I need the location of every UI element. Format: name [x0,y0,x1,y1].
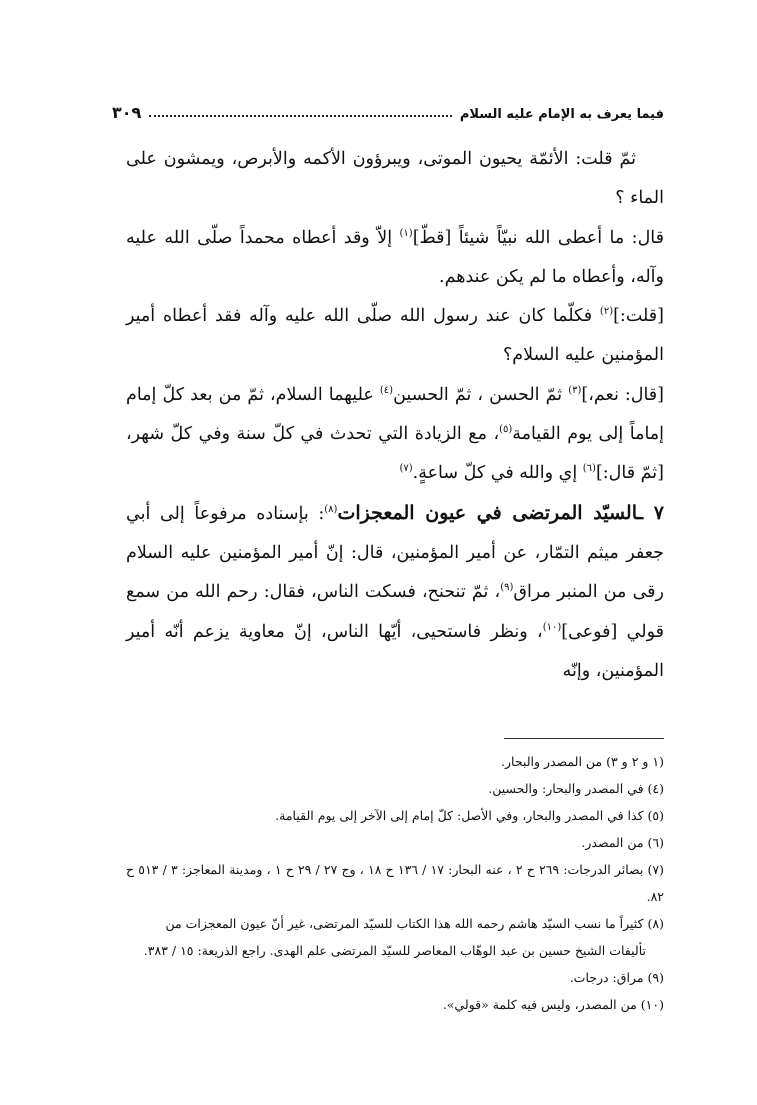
footnote [126,856,664,910]
paragraph-text: [قال: نعم،] [581,384,665,405]
paragraph-text: ، مع الزيادة التي تحدث في كلّ سنة وفي كلّ شهر، [ثمّ قال:] [126,424,664,484]
page-header [112,96,664,122]
paragraph-text: إي والله في كلّ ساعةٍ. [412,463,583,484]
footnote [126,964,664,991]
footnote-ref: (٧) [399,463,413,475]
paragraph-text: فكلّما كان عند رسول الله صلّى الله عليه وآله فقد أعطاه أمير المؤمنين عليه السلام؟ [126,306,664,366]
footnote-ref: (١) [399,227,413,239]
footnote-ref: (١٠) [542,621,562,633]
main-text [126,140,664,691]
footnote-ref: (٥) [499,424,513,436]
paragraph-2 [126,219,664,298]
paragraph-text: : بإسناده مرفوعاً إلى أبي جعفر ميثم التمّار، عن أمير المؤمنين، قال: إنّ أمير المؤمنين عليه السلام رقى من المنبر مراق [126,503,664,603]
footnote-text: (٥) كذا في المصدر والبحار، وفي الأصل: كلّ إمام إلى الآخر إلى يوم القيامة. [275,808,664,823]
paragraph-text: قال: ما أعطى الله نبيّاً شيئاً [قطّ] [412,227,664,248]
footnote-ref: (٤) [379,384,394,396]
paragraph-text: [قلت:] [613,306,664,327]
footnote-continuation: تأليفات الشيخ حسين بن عبد الوهّاب المعاصر للسيّد المرتضى علم الهدى. راجع الذريعة: ١٥ / ٣٨٣. [143,943,646,958]
footnote-separator [504,738,664,739]
footnote-ref: (٢) [599,306,614,318]
paragraph-text: ، ونظر فاستحيى، أيّها الناس، إنّ معاوية يزعم أنّه أمير المؤمنين، وإنّه [126,621,664,681]
paragraph-text: ثمّ قلت: الأئمّة يحيون الموتى، ويبرؤون الأكمه والأبرص، ويمشون على الماء ؟ [126,149,664,209]
running-title: فيما يعرف به الإمام عليه السلام [459,107,664,122]
footnote-text: (٤) في المصدر والبحار: والحسين. [488,781,664,796]
footnote [126,991,664,1018]
footnote [126,802,664,829]
footnote-text: (٧) بصائر الدرجات: ٢٦٩ ح ٢ ، عنه البحار: ١٧ / ١٣٦ ح ١٨ ، وج ٢٧ / ٢٩ ح ١ ، ومدينة المعاجز: ٣ / ٥١٣ ح ٨٢. [126,862,664,904]
footnote [126,910,664,964]
footnote-ref: (٣) [568,384,582,396]
footnote [126,748,664,775]
leader-dots [149,115,452,117]
footnote-ref: (٨) [324,503,338,515]
source-heading: السيّد المرتضى في عيون المعجزات [337,501,638,524]
page-number: ٣٠٩ [112,103,142,122]
footnote-text: (١٠) من المصدر، وليس فيه كلمة «قولي». [442,997,664,1012]
footnote-text: (١ و ٢ و ٣) من المصدر والبحار. [501,754,664,769]
paragraph-4 [126,376,664,494]
paragraph-text: ثمّ الحسن ، ثمّ الحسين [393,384,569,405]
footnote [126,829,664,856]
footnote-text: (٦) من المصدر. [581,835,664,850]
paragraph-5 [126,494,664,691]
paragraph-text: ، ثمّ تنحنح، فسكت الناس، فقال: رحم الله من سمع قولي [فوعى] [126,582,664,642]
item-number: ٧ ـ [637,501,664,524]
footnotes [126,748,664,1018]
paragraph-1 [126,140,664,219]
paragraph-text: إلاّ وقد أعطاه محمداً صلّى الله عليه وآله، وأعطاه ما لم يكن عندهم. [126,227,664,287]
paragraph-3 [126,297,664,376]
footnote-ref: (٩) [500,582,514,594]
footnote-ref: (٦) [582,463,596,475]
footnote-text: (٨) كثيراً ما نسب السيّد هاشم رحمه الله هذا الكتاب للسيّد المرتضى، غير أنّ عيون المعجزات من [165,916,664,931]
footnote-text: (٩) مراق: درجات. [569,970,664,985]
paragraph-text: عليهما السلام، ثمّ من بعد كلّ إمام إماماً إلى يوم القيامة [126,384,665,445]
footnote [126,775,664,802]
